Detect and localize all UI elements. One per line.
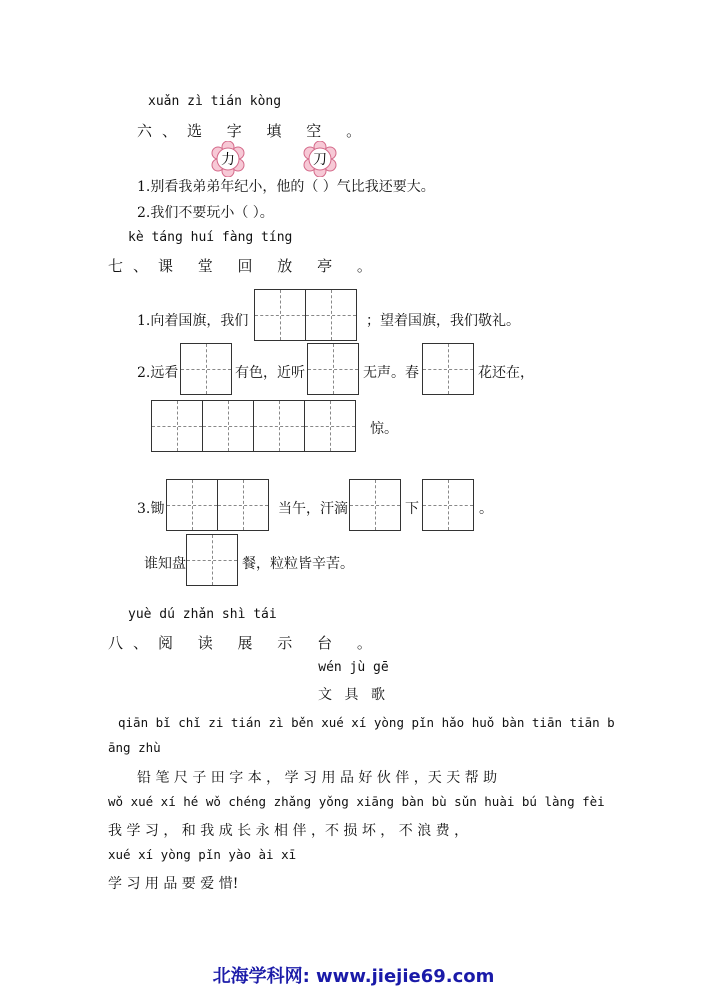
flower-choice-2[interactable] [302,141,338,177]
s7-q3-part-c: 下 [405,501,419,517]
s6-question-2: 2.我们不要玩小（ ）。 [137,205,274,221]
s7-q3-part-b: 当午，汗滴 [278,501,348,517]
s8-heading: 八、阅 读 展 示 台 。 [108,634,382,652]
poem-line-1-pinyin-wrap: āng zhù [108,740,161,755]
answer-grid-q2-1[interactable] [180,343,231,395]
s7-q2-part-b: 有色，近听 [235,365,305,381]
answer-grid-q1[interactable] [254,289,356,341]
answer-grid-q2-4[interactable] [151,400,355,452]
footer-website[interactable]: 北海学科网: www.jiejie69.com [212,966,495,987]
poem-line-1-pinyin: qiān bǐ chǐ zi tián zì běn xué xí yòng pǐn hǎo huǒ bàn tiān tiān b [118,715,615,730]
s8-pinyin: yuè dú zhǎn shì tái [128,607,277,622]
poem-line-1: 铅 笔 尺 子 田 字 本 ， 学 习 用 品 好 伙 伴 ，天 天 帮 助 [137,770,498,786]
poem-line-2-pinyin: wǒ xué xí hé wǒ chéng zhǎng yǒng xiāng bàn bù sǔn huài bú làng fèi [108,794,605,809]
poem-title-pinyin: wén jù gē [318,660,389,675]
poem-line-3: 学 习 用 品 要 爱 惜! [108,876,239,892]
s7-q1-part-a: 1.向着国旗，我们 [137,313,249,329]
answer-grid-q3-3[interactable] [422,479,473,531]
s7-heading: 七、课 堂 回 放 亭 。 [108,257,382,275]
s7-q3-part-a: 3.锄 [137,501,165,517]
choice-2-text: 刀 [313,152,327,168]
answer-grid-q3-1[interactable] [166,479,268,531]
s7-q1-part-b: ；望着国旗，我们敬礼。 [366,313,520,329]
poem-title: 文 具 歌 [318,687,389,703]
answer-grid-q3-2[interactable] [349,479,400,531]
choice-1-text: 力 [221,152,235,168]
s6-pinyin: xuǎn zì tián kòng [148,94,282,109]
answer-grid-q2-2[interactable] [307,343,358,395]
s7-q3-part-d: 。 [479,501,493,517]
s7-q2-part-e: 惊。 [370,421,398,437]
answer-grid-q3-4[interactable] [186,534,237,586]
s7-q2-part-a: 2.远看 [137,365,179,381]
s7-q3-part-f: 餐，粒粒皆辛苦。 [242,556,354,572]
s7-q2-part-c: 无声。春 [363,365,419,381]
answer-grid-q2-3[interactable] [422,343,473,395]
flower-choice-1[interactable] [210,141,246,177]
poem-line-3-pinyin: xué xí yòng pǐn yào ài xī [108,847,297,862]
s7-q2-part-d: 花还在， [478,365,534,381]
s7-q3-part-e: 谁知盘 [144,556,186,572]
s7-pinyin: kè táng huí fàng tíng [128,230,293,245]
s6-question-1: 1.别看我弟弟年纪小，他的（ ）气比我还要大。 [137,179,435,195]
s6-heading: 六、选 字 填 空 。 [137,122,372,140]
poem-line-2: 我 学 习 ， 和 我 成 长 永 相 伴 ，不 损 坏 ， 不 浪 费 ， [108,823,469,839]
